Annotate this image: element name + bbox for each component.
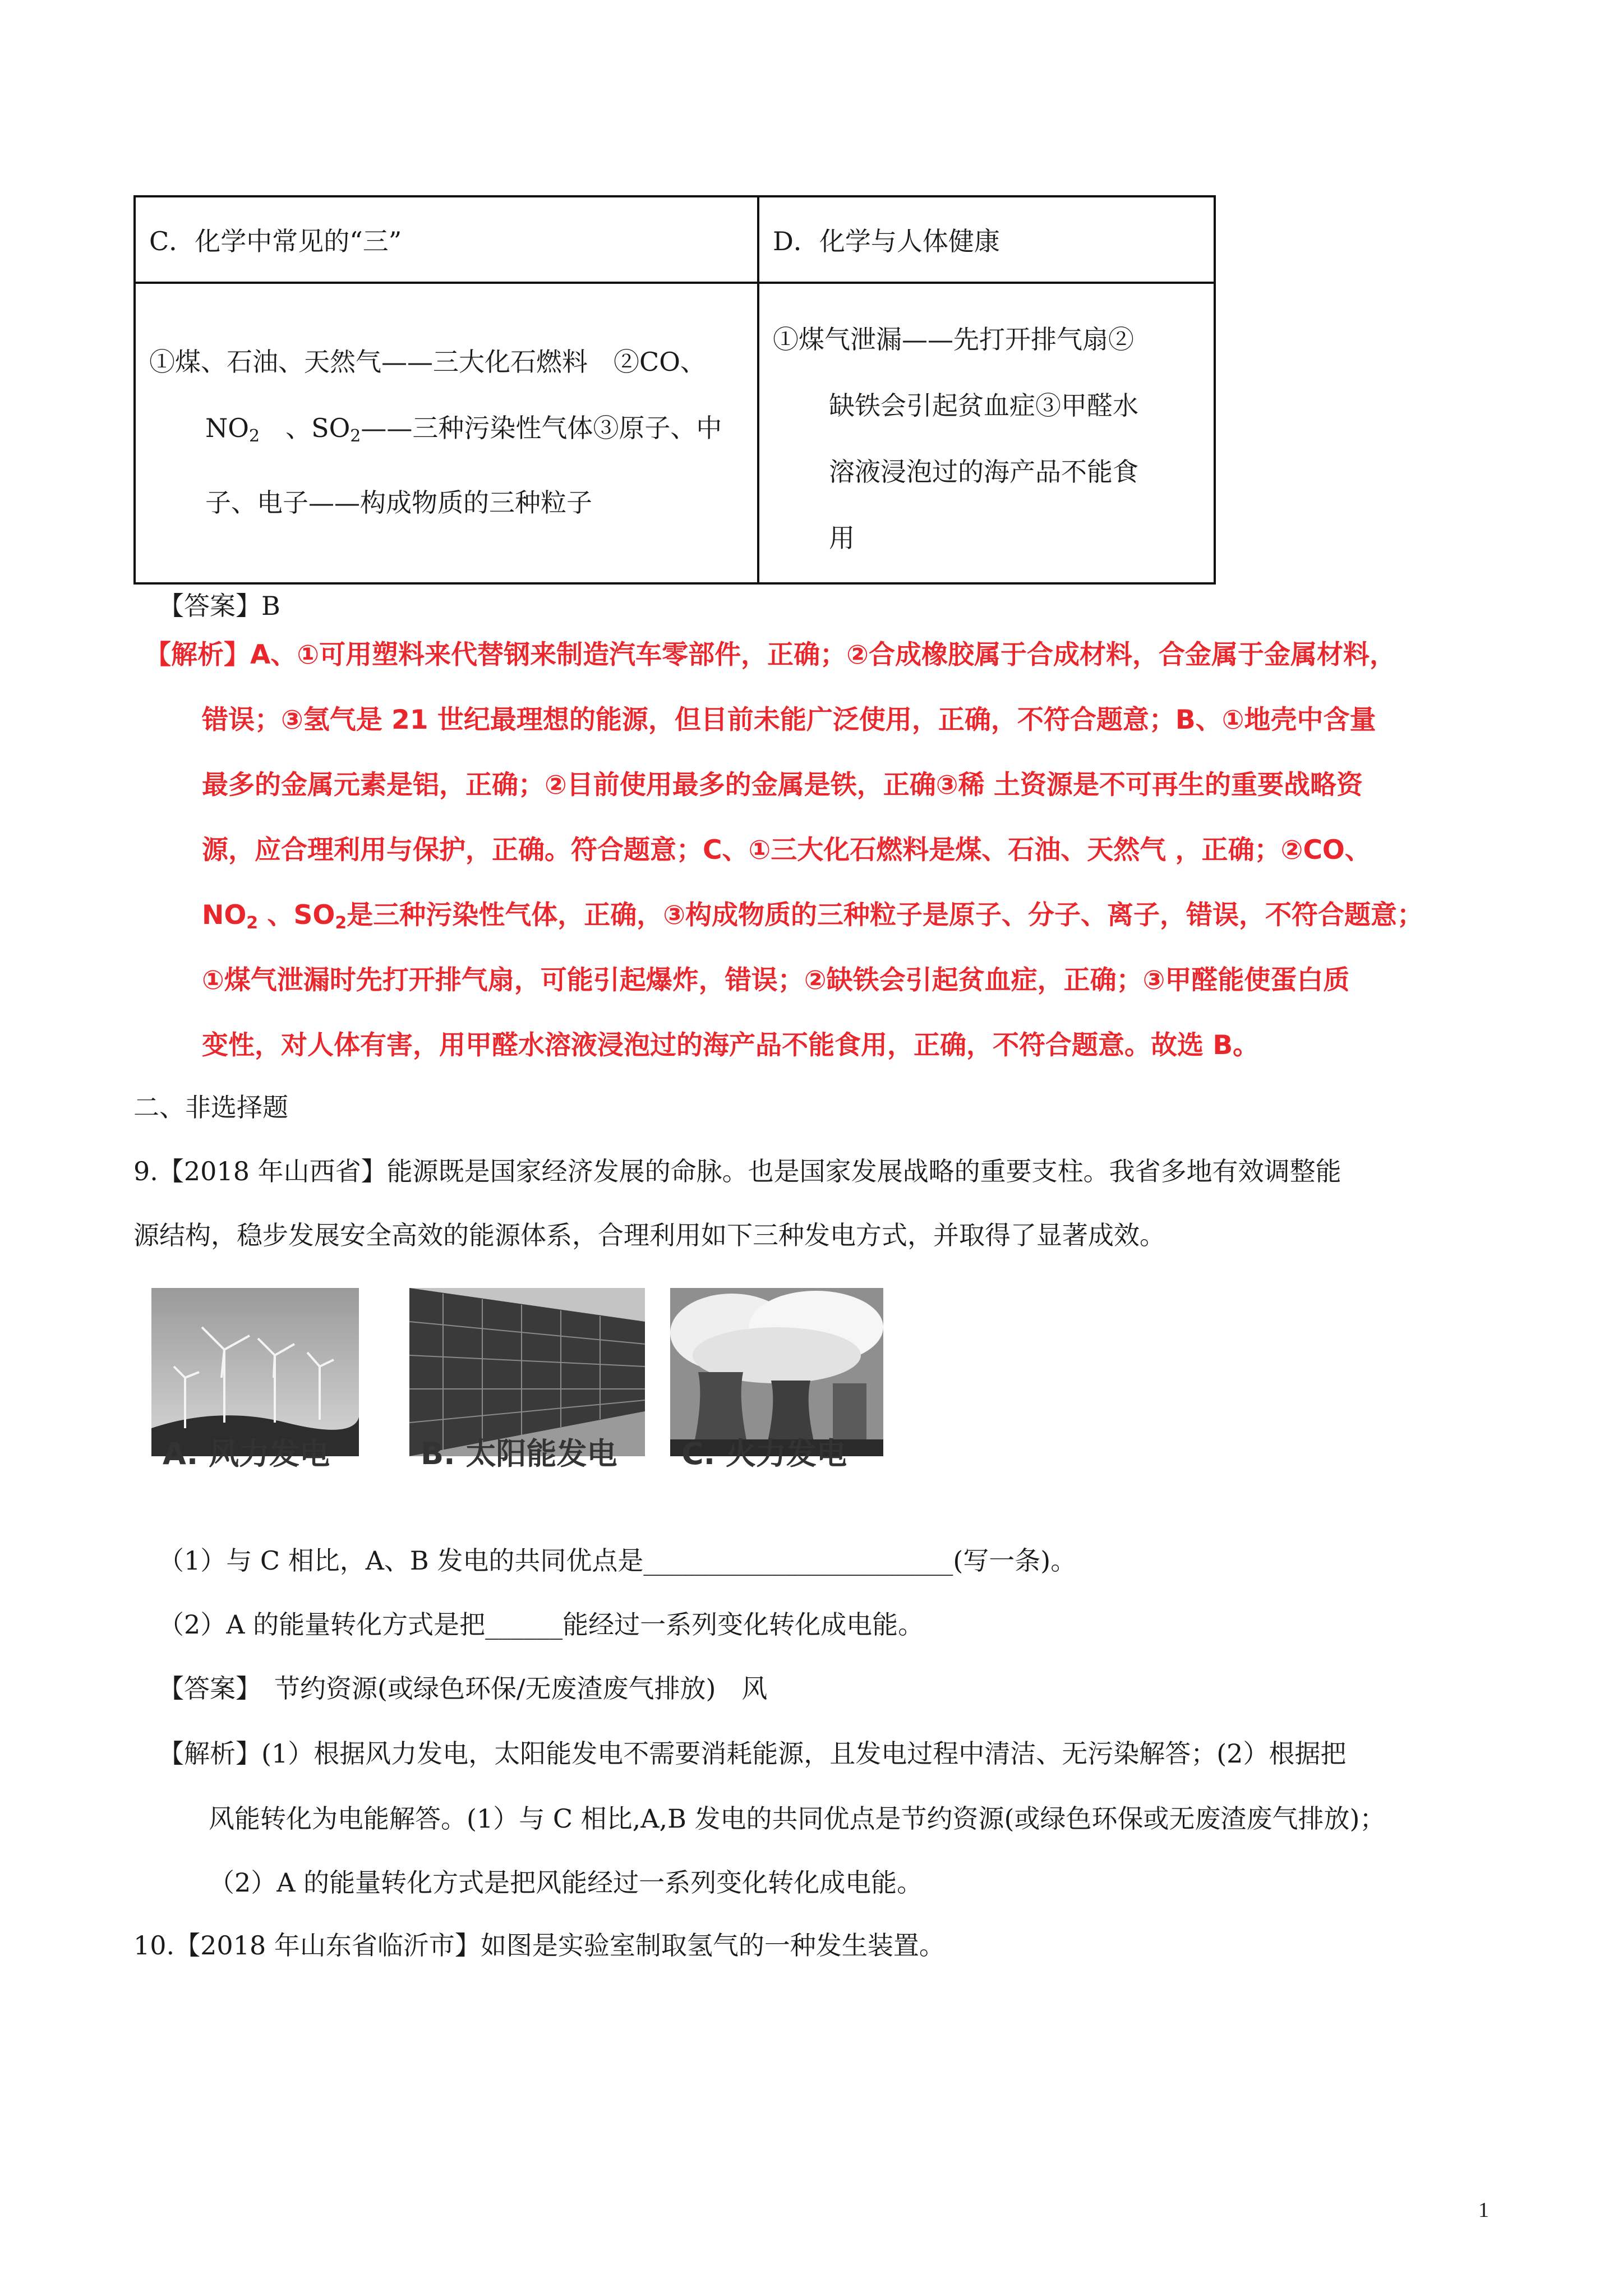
answer-8: 【答案】B [158, 591, 280, 621]
question-9-analysis-line-2: 风能转化为电能解答。(1）与 C 相比,A,B 发电的共同优点是节约资源(或绿色环保或无废渣废气排放)； [209, 1803, 1386, 1834]
option-d-body [758, 283, 1215, 583]
option-c-body [135, 283, 758, 583]
question-9-analysis-line-3: （2）A 的能量转化方式是把风能经过一系列变化转化成电能。 [209, 1867, 923, 1898]
option-c-line-1: ①煤、石油、天然气——三大化石燃料 ②CO、 [149, 347, 706, 377]
option-d-line-3: 溶液浸泡过的海产品不能食 [829, 457, 1138, 487]
options-table [133, 195, 1216, 585]
analysis-8-line-2: 错误；③氢气是 21 世纪最理想的能源，但目前未能广泛使用，正确，不符合题意；B、①地壳中含量 [202, 705, 1376, 735]
solar-power-figure [409, 1288, 645, 1473]
question-9-line-1: 9.【2018 年山西省】能源既是国家经济发展的命脉。也是国家发展战略的重要支柱。我省多地有效调整能 [133, 1156, 1341, 1186]
page-number: 1 [1478, 2198, 1489, 2222]
option-d-line-4: 用 [829, 523, 855, 553]
analysis-8-line-3: 最多的金属元素是铝，正确；②目前使用最多的金属是铁，正确③稀 土资源是不可再生的重要战略资 [202, 770, 1363, 800]
question-9-sub-2: （2）A 的能量转化方式是把______能经过一系列变化转化成电能。 [158, 1609, 924, 1640]
section-heading: 二、非选择题 [133, 1092, 288, 1122]
thermal-power-figure [670, 1288, 883, 1473]
option-c-title: C．化学中常见的“三” [135, 196, 758, 283]
analysis-8-line-7: 变性，对人体有害，用甲醛水溶液浸泡过的海产品不能食用，正确，不符合题意。故选 B。 [202, 1030, 1260, 1061]
question-10: 10.【2018 年山东省临沂市】如图是实验室制取氢气的一种发生装置。 [133, 1930, 945, 1961]
option-c-line-3: 子、电子——构成物质的三种粒子 [205, 487, 592, 518]
question-9-analysis-line-1: 【解析】(1）根据风力发电，太阳能发电不需要消耗能源，且发电过程中清洁、无污染解答；(2）根据把 [158, 1738, 1347, 1769]
option-d-line-2: 缺铁会引起贫血症③甲醛水 [829, 390, 1138, 421]
option-d-title: D．化学与人体健康 [758, 196, 1215, 283]
analysis-8-line-4: 源，应合理利用与保护，正确。符合题意；C、①三大化石燃料是煤、石油、天然气 ，正确；②CO、 [202, 835, 1371, 866]
question-9-line-2: 源结构，稳步发展安全高效的能源体系，合理利用如下三种发电方式，并取得了显著成效。 [133, 1220, 1165, 1250]
analysis-8-line-6: ①煤气泄漏时先打开排气扇，可能引起爆炸，错误；②缺铁会引起贫血症，正确；③甲醛能使蛋白质 [202, 965, 1350, 996]
option-d-line-1: ①煤气泄漏——先打开排气扇② [773, 324, 1134, 355]
caption-c: C. 火力发电 [681, 1436, 847, 1471]
option-c-line-2: $NO_2$ 、$SO_2——$三种污染性气体③原子、中 [205, 413, 722, 446]
question-9-sub-1: （1）与 C 相比，A、B 发电的共同优点是________________________(写一条)。 [158, 1545, 1077, 1576]
analysis-8-line-1: 【解析】A、①可用塑料来代替钢来制造汽车零部件，正确；②合成橡胶属于合成材料，合金属于金属材料， [145, 639, 1396, 670]
caption-b: B. 太阳能发电 [421, 1436, 617, 1471]
wind-power-figure [151, 1288, 359, 1473]
caption-a: A. 风力发电 [163, 1436, 330, 1471]
analysis-8-line-5: $NO_2$ 、$SO_2$是三种污染性气体，正确，③构成物质的三种粒子是原子、分子、离子，错误，不符合题意； [202, 900, 1424, 933]
question-9-answer: 【答案】 节约资源(或绿色环保/无废渣废气排放) 风 [158, 1673, 768, 1704]
